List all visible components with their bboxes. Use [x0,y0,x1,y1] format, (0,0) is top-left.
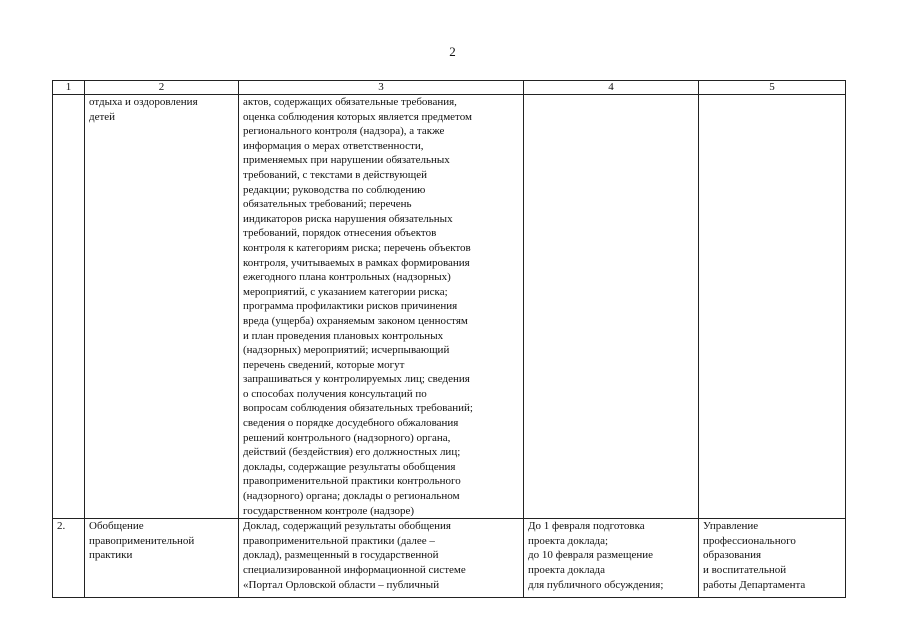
measure-content: актов, содержащих обязательные требования, оценка соблюдения которых является предметом регионального контроля (надзора), а также информация о мерах ответственности, применяемых при нарушении обязательных требований, с текстами в действующей редакции; руководства по соблюдению обязательных требований; перечень индикаторов риска нарушения обязательных требований, порядок отнесения объектов контроля к категориям риска; перечень объектов контроля, учитываемых в рамках формирования ежегодного плана контрольных (надзорных) мероприятий, с указанием категории риска; программа профилактики рисков причинения вреда (ущерба) охраняемым законом ценностям и план проведения плановых контрольных (надзорных) мероприятий; исчерпывающий перечень сведений, которые могут запрашиваться у контролируемых лиц; сведения о способах получения консультаций по вопросам соблюдения обязательных требований; сведения о порядке досудебного обжалования решений контрольного (надзорного) органа, действий (бездействия) его должностных лиц; доклады, содержащие результаты обобщения правоприменительной практики контрольного (надзорного) органа; доклады о региональном государственном контроле (надзоре) [239,95,524,519]
header-col-2: 2 [85,81,239,95]
measure-name: Обобщение правоприменительной практики [85,519,239,598]
measure-content: Доклад, содержащий результаты обобщения правоприменительной практики (далее – доклад), размещенный в государственной специализированной информационной системе «Портал Орловской области – публичный [239,519,524,598]
measure-deadline [524,95,699,519]
measure-responsible [699,95,846,519]
page-number: 2 [449,44,456,59]
row-number: 2. [53,519,85,598]
header-col-4: 4 [524,81,699,95]
measure-deadline: До 1 февраля подготовка проекта доклада; до 10 февраля размещение проекта доклада для публичного обсуждения; [524,519,699,598]
document-table [52,80,846,598]
measure-responsible: Управление профессионального образования и воспитательной работы Департамента [699,519,846,598]
header-col-1: 1 [53,81,85,95]
measure-name: отдыха и оздоровления детей [85,95,239,519]
table-header-row [53,81,846,95]
row-number [53,95,85,519]
table-row [53,95,846,519]
header-col-3: 3 [239,81,524,95]
header-col-5: 5 [699,81,846,95]
table-row [53,519,846,598]
